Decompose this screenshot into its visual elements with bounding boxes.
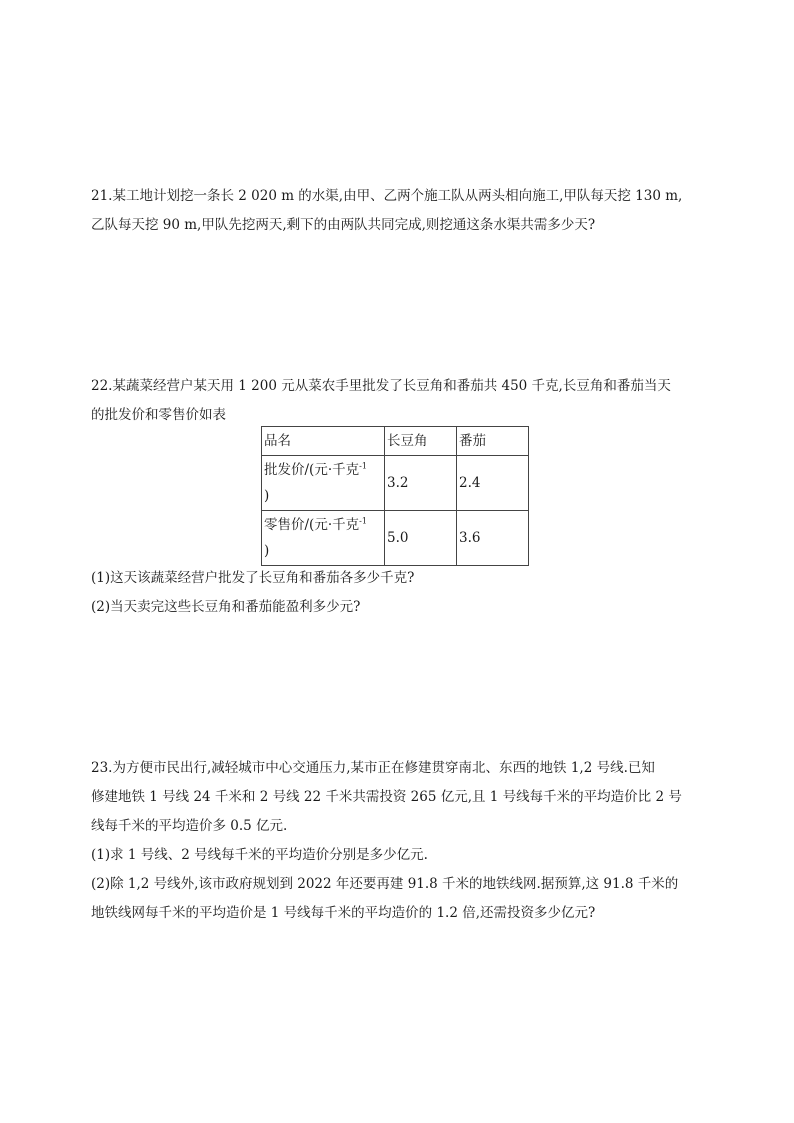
table-cell: 3.2 [385,456,457,511]
table-header-cell: 长豆角 [385,427,457,456]
row-label-text: 零售价/(元·千克 [264,517,360,533]
row-label-line [264,512,382,538]
question-21 [91,182,706,240]
question-23-line-2: 修建地铁 1 号线 24 千米和 2 号线 22 千米共需投资 265 亿元,且 1 号线每千米的平均造价比 2 号 [91,789,682,805]
table-row-label [262,511,385,566]
table-header-cell: 番茄 [457,427,529,456]
question-23-line-1: 23.为方便市民出行,减轻城市中心交通压力,某市正在修建贯穿南北、东西的地铁 1,2 号线.已知 [91,760,655,776]
question-21-line-2: 乙队每天挖 90 m,甲队先挖两天,剩下的由两队共同完成,则挖通这条水渠共需多少天? [91,217,596,233]
row-label-close: ) [264,543,270,559]
question-21-line-1: 21.某工地计划挖一条长 2 020 m 的水渠,由甲、乙两个施工队从两头相向施工,甲队每天挖 130 m, [91,188,683,204]
question-22-item-1: (1)这天该蔬菜经营户批发了长豆角和番茄各多少千克? [91,570,415,586]
table-row [262,511,529,566]
table-cell: 5.0 [385,511,457,566]
question-22-line-2: 的批发价和零售价如表 [91,407,226,423]
table-row [262,456,529,511]
price-table [261,426,529,566]
row-label-text: 批发价/(元·千克 [264,462,360,478]
question-22-item-2: (2)当天卖完这些长豆角和番茄能盈利多少元? [91,599,361,615]
table-header-row [262,427,529,456]
table-cell: 2.4 [457,456,529,511]
row-label-sup: -1 [359,516,367,526]
question-22-subquestions [91,564,706,622]
row-label-sup: -1 [359,461,367,471]
row-label-close: ) [264,488,270,504]
table-cell: 3.6 [457,511,529,566]
table-row-label [262,456,385,511]
question-23-item-1: (1)求 1 号线、2 号线每千米的平均造价分别是多少亿元. [91,847,428,863]
question-23-line-3: 线每千米的平均造价多 0.5 亿元. [91,818,288,834]
question-23-item-2-line-2: 地铁线网每千米的平均造价是 1 号线每千米的平均造价的 1.2 倍,还需投资多少亿元? [91,905,596,921]
question-23-item-2-line-1: (2)除 1,2 号线外,该市政府规划到 2022 年还要再建 91.8 千米的地铁线网.据预算,这 91.8 千米的 [91,876,679,892]
table-header-cell: 品名 [262,427,385,456]
question-22 [91,372,706,430]
question-22-line-1: 22.某蔬菜经营户某天用 1 200 元从菜农手里批发了长豆角和番茄共 450 千克,长豆角和番茄当天 [91,378,671,394]
question-23 [91,754,706,928]
row-label-line [264,457,382,483]
